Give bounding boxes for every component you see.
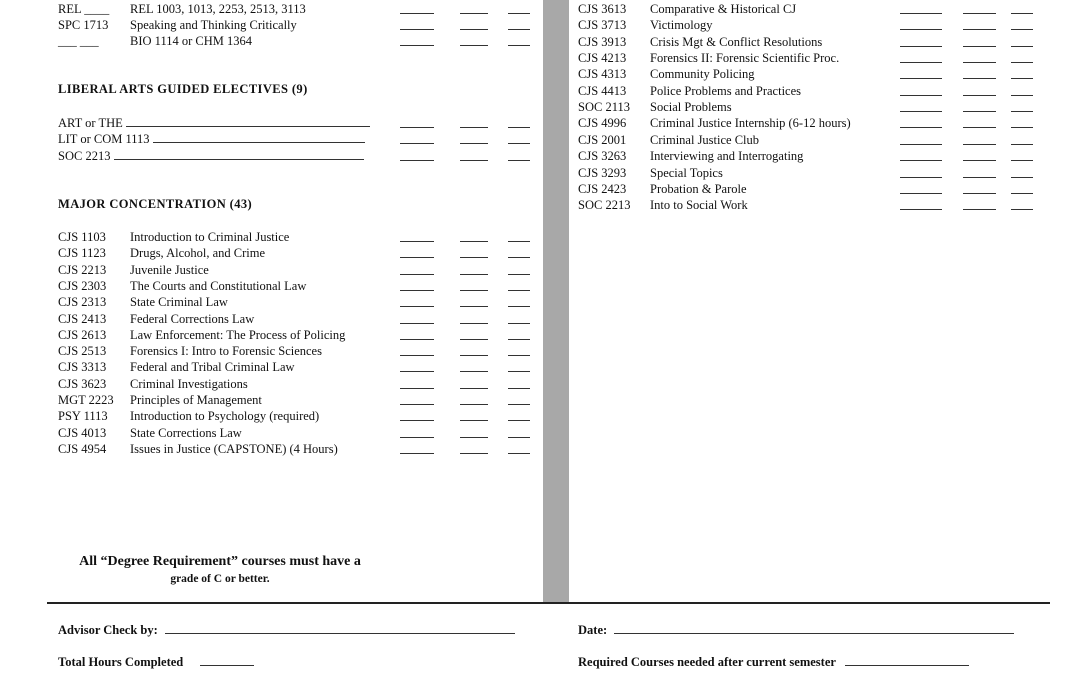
course-code: CJS 3263 — [578, 149, 627, 164]
course-code: CJS 3313 — [58, 360, 107, 375]
total-hours-field[interactable] — [200, 654, 254, 666]
grade-blank[interactable] — [900, 177, 942, 178]
term-blank[interactable] — [508, 420, 530, 421]
hours-blank[interactable] — [963, 46, 996, 47]
date-field[interactable] — [614, 622, 1014, 634]
course-title: Speaking and Thinking Critically — [130, 18, 297, 32]
course-code: CJS 2001 — [578, 132, 627, 147]
course-title: Principles of Management — [130, 393, 262, 407]
term-blank[interactable] — [508, 257, 530, 258]
course-code: PSY 1113 — [58, 409, 108, 424]
hours-blank[interactable] — [460, 371, 488, 372]
course-title: Introduction to Criminal Justice — [130, 230, 290, 244]
grade-blank[interactable] — [400, 306, 434, 307]
course-code: CJS 1123 — [58, 246, 106, 261]
course-code: CJS 2413 — [58, 311, 107, 326]
grade-blank[interactable] — [900, 209, 942, 210]
term-blank[interactable] — [1011, 29, 1033, 30]
course-row — [578, 83, 1048, 99]
course-row — [58, 33, 538, 49]
course-code: CJS 1103 — [58, 230, 106, 244]
course-title: Drugs, Alcohol, and Crime — [130, 246, 266, 261]
term-blank[interactable] — [1011, 95, 1033, 96]
course-title: Criminal Investigations — [130, 376, 248, 391]
hours-blank[interactable] — [460, 241, 488, 242]
course-code: CJS 4413 — [578, 83, 627, 98]
course-row — [58, 229, 538, 245]
grade-blank[interactable] — [400, 29, 434, 30]
course-code: CJS 3913 — [578, 34, 627, 49]
grade-blank[interactable] — [900, 160, 942, 161]
grade-blank[interactable] — [900, 127, 942, 128]
course-title: Victimology — [650, 18, 713, 33]
grade-blank[interactable] — [400, 339, 434, 340]
date-label: Date: — [578, 623, 608, 637]
course-row — [578, 50, 1048, 66]
course-code: CJS 3613 — [578, 2, 627, 16]
hours-blank[interactable] — [460, 127, 488, 128]
term-blank[interactable] — [508, 274, 530, 275]
term-blank[interactable] — [508, 371, 530, 372]
course-code: CJS 2513 — [58, 344, 107, 359]
course-row — [578, 132, 1048, 148]
grade-blank[interactable] — [900, 62, 942, 63]
date-check — [578, 622, 1014, 638]
hours-blank[interactable] — [460, 453, 488, 454]
hours-blank[interactable] — [460, 45, 488, 46]
grade-blank[interactable] — [900, 144, 942, 145]
grade-blank[interactable] — [400, 160, 434, 161]
term-blank[interactable] — [1011, 209, 1033, 210]
term-blank[interactable] — [1011, 13, 1033, 14]
course-title: Juvenile Justice — [130, 262, 209, 277]
liberal-arts-heading: LIBERAL ARTS GUIDED ELECTIVES (9) — [58, 82, 308, 96]
course-row — [578, 17, 1048, 33]
elective-row — [58, 115, 538, 131]
total-hours-label: Total Hours Completed — [58, 655, 184, 669]
advisor-field[interactable] — [165, 622, 515, 634]
course-title: Comparative & Historical CJ — [650, 2, 797, 16]
term-blank[interactable] — [508, 241, 530, 242]
elective-label: ART or THE — [58, 115, 370, 131]
course-title: BIO 1114 or CHM 1364 — [130, 34, 252, 48]
course-row — [578, 99, 1048, 115]
hours-blank[interactable] — [963, 78, 996, 79]
course-code: CJS 4213 — [578, 51, 627, 66]
grade-blank[interactable] — [400, 143, 434, 144]
course-row — [58, 408, 538, 424]
hours-blank[interactable] — [460, 257, 488, 258]
course-code: CJS 4013 — [58, 425, 107, 440]
hours-blank[interactable] — [460, 306, 488, 307]
course-code: CJS 4996 — [578, 116, 627, 131]
course-code: MGT 2223 — [58, 393, 114, 407]
hours-blank[interactable] — [963, 209, 996, 210]
grade-blank[interactable] — [900, 95, 942, 96]
hours-blank[interactable] — [460, 388, 488, 389]
course-title: Criminal Justice Club — [650, 132, 760, 147]
term-blank[interactable] — [1011, 62, 1033, 63]
course-row — [58, 245, 538, 261]
course-title: Federal Corrections Law — [130, 311, 255, 326]
hours-blank[interactable] — [963, 95, 996, 96]
course-title: Federal and Tribal Criminal Law — [130, 360, 295, 375]
grade-blank[interactable] — [400, 127, 434, 128]
course-row — [58, 294, 538, 310]
term-blank[interactable] — [1011, 111, 1033, 112]
course-title: State Criminal Law — [130, 295, 228, 310]
grade-blank[interactable] — [400, 290, 434, 291]
hours-blank[interactable] — [963, 127, 996, 128]
term-blank[interactable] — [508, 143, 530, 144]
grade-blank[interactable] — [900, 111, 942, 112]
required-courses-field[interactable] — [845, 654, 969, 666]
course-title: Community Policing — [650, 67, 755, 82]
grade-blank[interactable] — [400, 388, 434, 389]
grade-blank[interactable] — [400, 323, 434, 324]
course-row — [58, 359, 538, 375]
major-heading: MAJOR CONCENTRATION (43) — [58, 197, 253, 211]
term-blank[interactable] — [508, 160, 530, 161]
course-title: Into to Social Work — [650, 198, 748, 213]
hours-blank[interactable] — [963, 29, 996, 30]
grade-blank[interactable] — [400, 13, 434, 14]
grade-blank[interactable] — [400, 420, 434, 421]
advisor-check — [58, 622, 515, 638]
course-code: CJS 3623 — [58, 376, 107, 391]
course-title: State Corrections Law — [130, 425, 242, 440]
grade-blank[interactable] — [900, 46, 942, 47]
course-row — [578, 165, 1048, 181]
term-blank[interactable] — [1011, 144, 1033, 145]
course-row — [578, 1, 1048, 17]
grade-blank[interactable] — [900, 29, 942, 30]
course-title: Social Problems — [650, 100, 732, 115]
term-blank[interactable] — [1011, 127, 1033, 128]
course-row — [58, 441, 538, 457]
course-row — [578, 181, 1048, 197]
course-code: CJS 2423 — [578, 181, 627, 196]
term-blank[interactable] — [1011, 160, 1033, 161]
course-title: Law Enforcement: The Process of Policing — [130, 327, 346, 342]
grade-blank[interactable] — [400, 453, 434, 454]
course-row — [58, 1, 538, 17]
course-code: SPC 1713 — [58, 18, 109, 32]
term-blank[interactable] — [508, 29, 530, 30]
hours-blank[interactable] — [460, 437, 488, 438]
course-title: Introduction to Psychology (required) — [130, 409, 320, 424]
course-title: The Courts and Constitutional Law — [130, 278, 307, 293]
grade-blank[interactable] — [400, 274, 434, 275]
column-divider — [543, 0, 569, 603]
grade-blank[interactable] — [400, 45, 434, 46]
course-code: CJS 3713 — [578, 18, 627, 33]
term-blank[interactable] — [1011, 177, 1033, 178]
elective-label: LIT or COM 1113 — [58, 131, 365, 147]
hours-blank[interactable] — [460, 13, 488, 14]
course-code: CJS 2313 — [58, 295, 107, 310]
course-row — [58, 425, 538, 441]
requirement-note-grade: grade of C or better. — [170, 573, 270, 585]
term-blank[interactable] — [508, 306, 530, 307]
course-title: REL 1003, 1013, 2253, 2513, 3113 — [130, 2, 306, 16]
course-row — [58, 327, 538, 343]
hours-blank[interactable] — [963, 193, 996, 194]
course-code: SOC 2213 — [578, 198, 631, 213]
elective-row — [58, 148, 538, 164]
hours-blank[interactable] — [460, 420, 488, 421]
hours-blank[interactable] — [460, 355, 488, 356]
term-blank[interactable] — [508, 355, 530, 356]
course-code: CJS 4954 — [58, 441, 107, 456]
term-blank[interactable] — [1011, 193, 1033, 194]
term-blank[interactable] — [508, 323, 530, 324]
hours-blank[interactable] — [460, 290, 488, 291]
term-blank[interactable] — [508, 45, 530, 46]
hours-blank[interactable] — [963, 177, 996, 178]
hours-blank[interactable] — [460, 29, 488, 30]
hours-blank[interactable] — [963, 13, 996, 14]
course-row — [58, 278, 538, 294]
footer-rule — [47, 602, 1050, 604]
hours-blank[interactable] — [963, 160, 996, 161]
course-title: Special Topics — [650, 165, 723, 180]
term-blank[interactable] — [508, 453, 530, 454]
hours-blank[interactable] — [460, 339, 488, 340]
term-blank[interactable] — [508, 290, 530, 291]
course-title: Crisis Mgt & Conflict Resolutions — [650, 34, 823, 49]
hours-blank[interactable] — [963, 62, 996, 63]
course-code: CJS 2613 — [58, 327, 107, 342]
term-blank[interactable] — [508, 404, 530, 405]
course-code: CJS 3293 — [578, 165, 627, 180]
grade-blank[interactable] — [400, 437, 434, 438]
hours-blank[interactable] — [460, 323, 488, 324]
requirement-note: All “Degree Requirement” courses must have a — [79, 554, 361, 569]
course-code: CJS 2213 — [58, 262, 107, 277]
course-row — [578, 66, 1048, 82]
course-code: CJS 2303 — [58, 278, 107, 293]
course-row — [578, 34, 1048, 50]
hours-blank[interactable] — [460, 404, 488, 405]
course-row — [58, 17, 538, 33]
hours-blank[interactable] — [963, 111, 996, 112]
course-code: CJS 4313 — [578, 67, 627, 82]
grade-blank[interactable] — [900, 193, 942, 194]
grade-blank[interactable] — [400, 257, 434, 258]
total-hours — [58, 654, 254, 670]
course-title: Police Problems and Practices — [650, 83, 802, 98]
hours-blank[interactable] — [460, 143, 488, 144]
term-blank[interactable] — [1011, 78, 1033, 79]
required-courses-label: Required Courses needed after current semester — [578, 655, 836, 669]
course-code: SOC 2113 — [578, 100, 630, 115]
term-blank[interactable] — [508, 13, 530, 14]
course-title: Issues in Justice (CAPSTONE) (4 Hours) — [130, 441, 338, 456]
advisor-label: Advisor Check by: — [58, 623, 158, 637]
grade-blank[interactable] — [400, 355, 434, 356]
hours-blank[interactable] — [460, 160, 488, 161]
course-title: Interviewing and Interrogating — [650, 149, 804, 164]
course-code: ___ ___ — [58, 34, 99, 48]
course-row — [578, 148, 1048, 164]
course-row — [578, 197, 1048, 213]
course-row — [58, 311, 538, 327]
course-title: Criminal Justice Internship (6-12 hours) — [650, 116, 851, 131]
course-title: Forensics I: Intro to Forensic Sciences — [130, 344, 322, 359]
term-blank[interactable] — [508, 388, 530, 389]
grade-blank[interactable] — [900, 13, 942, 14]
course-title: Probation & Parole — [650, 181, 747, 196]
course-row — [58, 376, 538, 392]
term-blank[interactable] — [1011, 46, 1033, 47]
grade-blank[interactable] — [900, 78, 942, 79]
term-blank[interactable] — [508, 127, 530, 128]
elective-row — [58, 131, 538, 147]
grade-blank[interactable] — [400, 404, 434, 405]
required-courses — [578, 654, 969, 670]
course-row — [58, 343, 538, 359]
term-blank[interactable] — [508, 437, 530, 438]
course-title: Forensics II: Forensic Scientific Proc. — [650, 51, 840, 66]
course-row — [578, 115, 1048, 131]
grade-blank[interactable] — [400, 371, 434, 372]
course-row — [58, 392, 538, 408]
hours-blank[interactable] — [963, 144, 996, 145]
course-row — [58, 262, 538, 278]
grade-blank[interactable] — [400, 241, 434, 242]
hours-blank[interactable] — [460, 274, 488, 275]
elective-label: SOC 2213 — [58, 148, 364, 164]
term-blank[interactable] — [508, 339, 530, 340]
course-code: REL ____ — [58, 2, 110, 16]
